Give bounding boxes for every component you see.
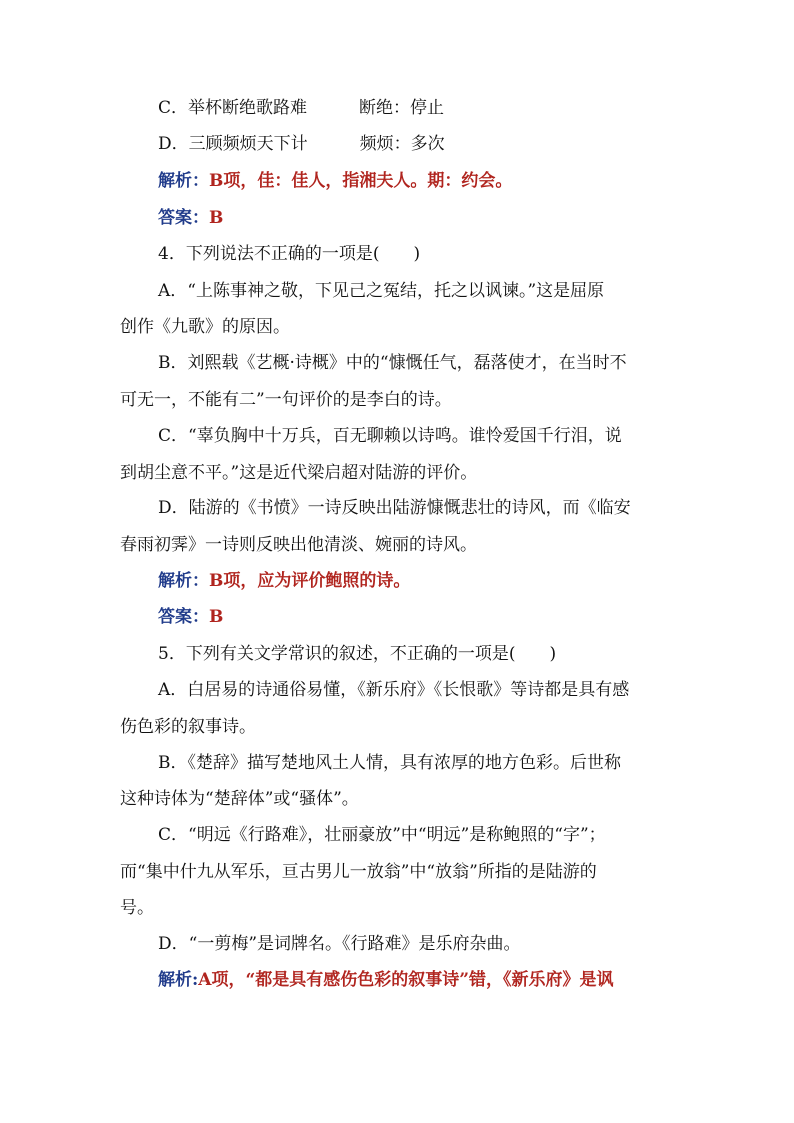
q5-option-b-line2: 这种诗体为“楚辞体”或“骚体”。: [120, 789, 359, 809]
option-note: 频烦：多次: [359, 134, 445, 154]
analysis-colon: :: [192, 970, 199, 990]
q4-option-b-line2: 可无一，不能有二”一句评价的是李白的诗。: [120, 390, 452, 410]
q5-option-d-line1: D．“一剪梅”是词牌名。《行路难》是乐府杂曲。: [158, 934, 521, 954]
q4-option-d-line2: 春雨初霁》一诗则反映出他清淡、婉丽的诗风。: [120, 535, 477, 555]
q4-stem: 4．下列说法不正确的一项是( ): [158, 244, 421, 264]
answer-text: B: [209, 208, 224, 228]
q3-analysis: [158, 170, 512, 192]
q5-option-a-line2: 伤色彩的叙事诗。: [120, 717, 256, 737]
analysis-text: B项，应为评价鲍照的诗。: [209, 571, 411, 591]
analysis-text: A项，“都是具有感伤色彩的叙事诗”错，《新乐府》是讽: [198, 970, 614, 990]
q5-option-b-line1: B．《楚辞》描写楚地风土人情，具有浓厚的地方色彩。后世称: [158, 753, 621, 773]
q5-stem: 5．下列有关文学常识的叙述，不正确的一项是( ): [158, 644, 557, 664]
q4-option-a-line1: A．“上陈事神之敬，下见己之冤结，托之以讽谏。”这是屈原: [158, 281, 605, 301]
q3-answer: [158, 207, 223, 229]
analysis-colon: ：: [192, 571, 209, 591]
answer-label: 答案: [158, 208, 192, 228]
answer-label: 答案: [158, 607, 192, 627]
q5-option-a-line1: A．白居易的诗通俗易懂，《新乐府》《长恨歌》等诗都是具有感: [158, 680, 630, 700]
option-d-prev: [158, 133, 445, 155]
q4-option-b-line1: B．刘熙载《艺概·诗概》中的“慷慨任气，磊落使才，在当时不: [158, 353, 627, 373]
q5-analysis: [158, 969, 614, 991]
q4-option-c-line1: C．“辜负胸中十万兵，百无聊赖以诗鸣。谁怜爱国千行泪，说: [158, 426, 622, 446]
analysis-label: 解析: [158, 571, 192, 591]
q4-option-c-line2: 到胡尘意不平。”这是近代梁启超对陆游的评价。: [120, 463, 478, 483]
q4-analysis: [158, 570, 410, 592]
answer-colon: ：: [192, 208, 209, 228]
option-text: C．举杯断绝歌路难: [158, 98, 308, 118]
analysis-label: 解析: [158, 171, 192, 191]
q4-option-d-line1: D．陆游的《书愤》一诗反映出陆游慷慨悲壮的诗风，而《临安: [158, 498, 631, 518]
answer-colon: ：: [192, 607, 209, 627]
q4-answer: [158, 606, 223, 628]
q5-option-c-line3: 号。: [120, 898, 154, 918]
analysis-label: 解析: [158, 970, 192, 990]
option-c-prev: [158, 97, 444, 119]
q5-option-c-line1: C．“明远《行路难》，壮丽豪放”中“明远”是称鲍照的“字”；: [158, 825, 606, 845]
analysis-text: B项，佳：佳人，指湘夫人。期：约会。: [209, 171, 513, 191]
analysis-colon: ：: [192, 171, 209, 191]
option-note: 断绝：停止: [359, 98, 445, 118]
option-text: D．三顾频烦天下计: [158, 134, 308, 154]
answer-text: B: [209, 607, 224, 627]
q5-option-c-line2: 而“集中什九从军乐，亘古男儿一放翁”中“放翁”所指的是陆游的: [120, 862, 597, 882]
q4-option-a-line2: 创作《九歌》的原因。: [120, 317, 290, 337]
